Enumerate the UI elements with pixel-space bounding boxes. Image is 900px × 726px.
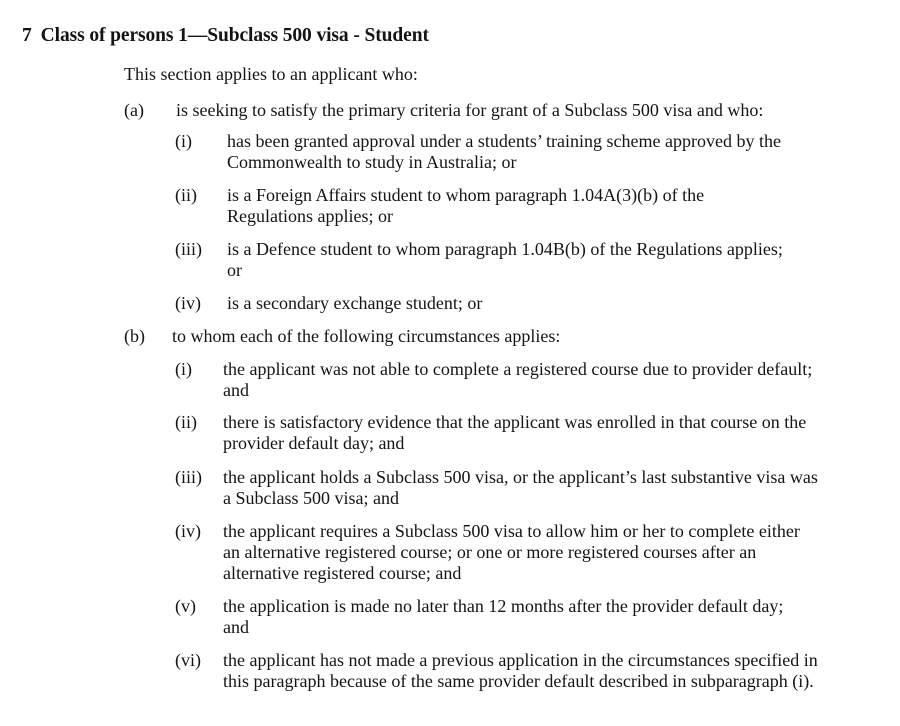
intro-text: This section applies to an applicant who: (124, 64, 418, 84)
subparagraph-text: the applicant requires a Subclass 500 visa to allow him or her to complete either an alternative registered course; or one or more registered courses after an alternative registered course; and (223, 521, 800, 583)
subparagraph-label: (iii) (175, 239, 202, 259)
paragraph-b (124, 326, 844, 348)
paragraph-label: (b) (124, 326, 145, 346)
subparagraph-label: (i) (175, 131, 192, 151)
subparagraph-label: (iv) (175, 521, 201, 541)
paragraph-text: to whom each of the following circumstances applies: (172, 326, 561, 346)
paragraph-text: is seeking to satisfy the primary criteria for grant of a Subclass 500 visa and who: (176, 100, 764, 120)
subparagraph-text: is a Defence student to whom paragraph 1.04B(b) of the Regulations applies; or (227, 239, 783, 280)
subparagraph-label: (v) (175, 596, 196, 616)
subparagraph-b-iii (175, 467, 845, 511)
subparagraph-a-ii (175, 185, 845, 229)
subparagraph-b-vi (175, 650, 845, 716)
section-title: Class of persons 1—Subclass 500 visa - Student (40, 25, 429, 46)
subparagraph-b-i (175, 359, 845, 403)
subparagraph-text: has been granted approval under a students’ training scheme approved by the Commonwealth to study in Australia; or (227, 131, 781, 172)
subparagraph-a-iv (175, 293, 845, 315)
subparagraph-label: (iv) (175, 293, 201, 313)
subparagraph-text: there is satisfactory evidence that the applicant was enrolled in that course on the provider default day; and (223, 412, 807, 453)
section-number: 7 (22, 25, 32, 46)
subparagraph-label: (ii) (175, 412, 197, 432)
subparagraph-text: is a Foreign Affairs student to whom paragraph 1.04A(3)(b) of the Regulations applies; or (227, 185, 705, 226)
subparagraph-text: the applicant has not made a previous application in the circumstances specified in this paragraph because of the same provider default described in subparagraph (i). (223, 650, 818, 691)
subparagraph-label: (vi) (175, 650, 201, 670)
subparagraph-label: (ii) (175, 185, 197, 205)
subparagraph-label: (iii) (175, 467, 202, 487)
paragraph-a (124, 100, 844, 122)
subparagraph-a-iii (175, 239, 845, 283)
subparagraph-b-ii (175, 412, 845, 456)
subparagraph-text: is a secondary exchange student; or (227, 293, 483, 313)
subparagraph-b-v (175, 596, 845, 640)
section-heading (22, 25, 429, 47)
subparagraph-text: the applicant was not able to complete a registered course due to provider default; and (223, 359, 813, 400)
paragraph-label: (a) (124, 100, 144, 120)
subparagraph-a-i (175, 131, 845, 175)
subparagraph-b-iv (175, 521, 845, 587)
subparagraph-text: the applicant holds a Subclass 500 visa, or the applicant’s last substantive visa was a Subclass 500 visa; and (223, 467, 818, 508)
subparagraph-text: the application is made no later than 12 months after the provider default day; and (223, 596, 784, 637)
subparagraph-label: (i) (175, 359, 192, 379)
